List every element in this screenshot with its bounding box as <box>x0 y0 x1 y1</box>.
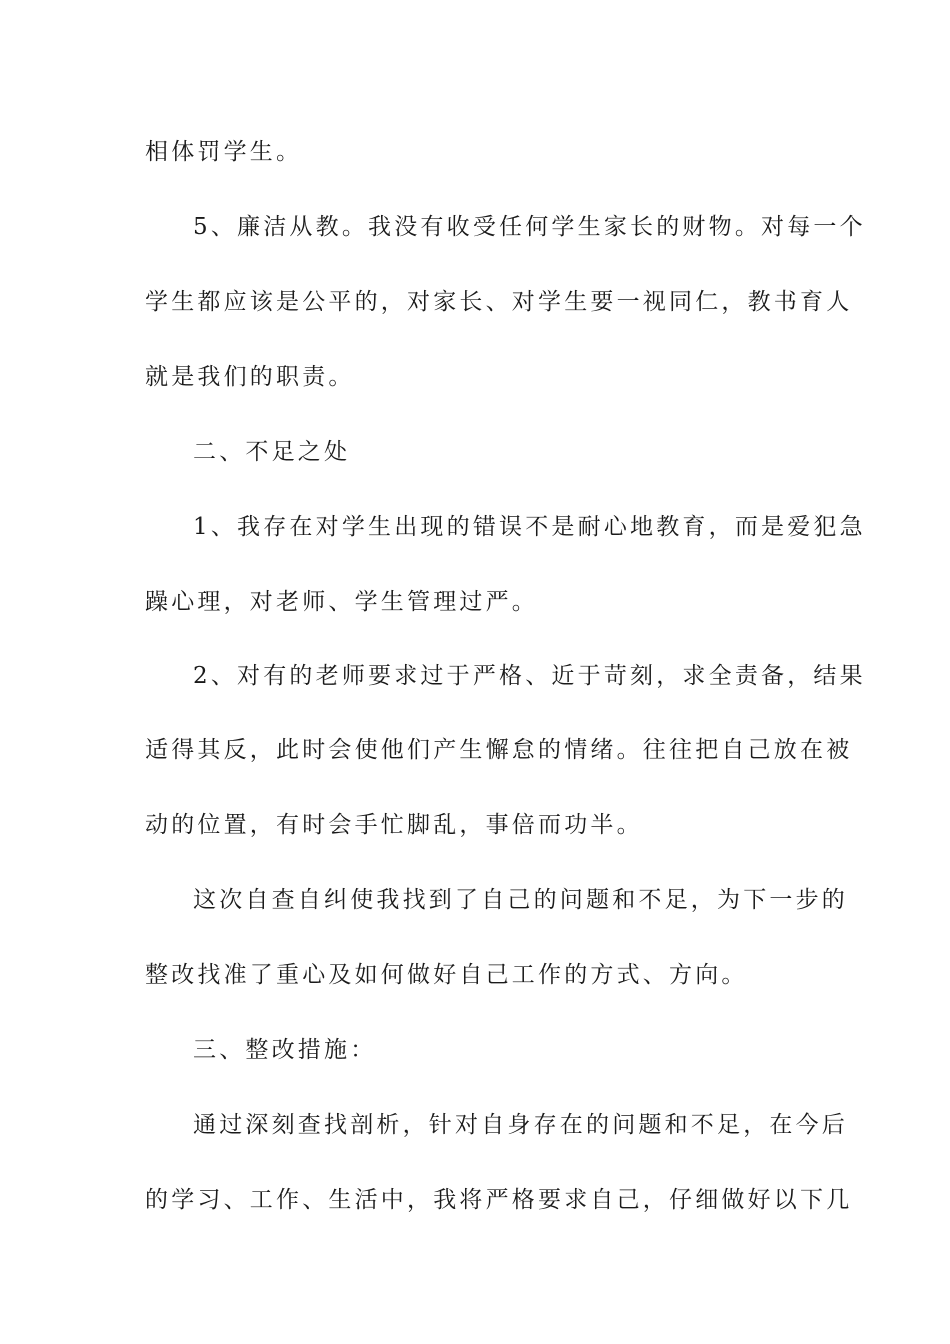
paragraph-line: 相体罚学生。 <box>145 139 303 165</box>
paragraph-line: 通过深刻查找剖析，针对自身存在的问题和不足，在今后 <box>193 1112 848 1138</box>
paragraph-line: 2、对有的老师要求过于严格、近于苛刻，求全责备，结果 <box>193 663 866 689</box>
paragraph-line: 5、廉洁从教。我没有收受任何学生家长的财物。对每一个 <box>193 214 866 240</box>
section-heading: 三、整改措施： <box>193 1037 377 1063</box>
paragraph-line: 学生都应该是公平的，对家长、对学生要一视同仁，教书育人 <box>145 289 853 315</box>
paragraph-line: 动的位置，有时会手忙脚乱，事倍而功半。 <box>145 812 643 838</box>
paragraph-line: 1、我存在对学生出现的错误不是耐心地教育，而是爱犯急 <box>193 514 866 540</box>
paragraph-line: 整改找准了重心及如何做好自己工作的方式、方向。 <box>145 962 748 988</box>
section-heading: 二、不足之处 <box>193 439 351 465</box>
paragraph-line: 这次自查自纠使我找到了自己的问题和不足，为下一步的 <box>193 887 848 913</box>
paragraph-line: 适得其反，此时会使他们产生懈怠的情绪。往往把自己放在被 <box>145 737 853 763</box>
paragraph-line: 就是我们的职责。 <box>145 364 355 390</box>
paragraph-line: 躁心理，对老师、学生管理过严。 <box>145 589 538 615</box>
paragraph-line: 的学习、工作、生活中，我将严格要求自己，仔细做好以下几 <box>145 1187 853 1213</box>
